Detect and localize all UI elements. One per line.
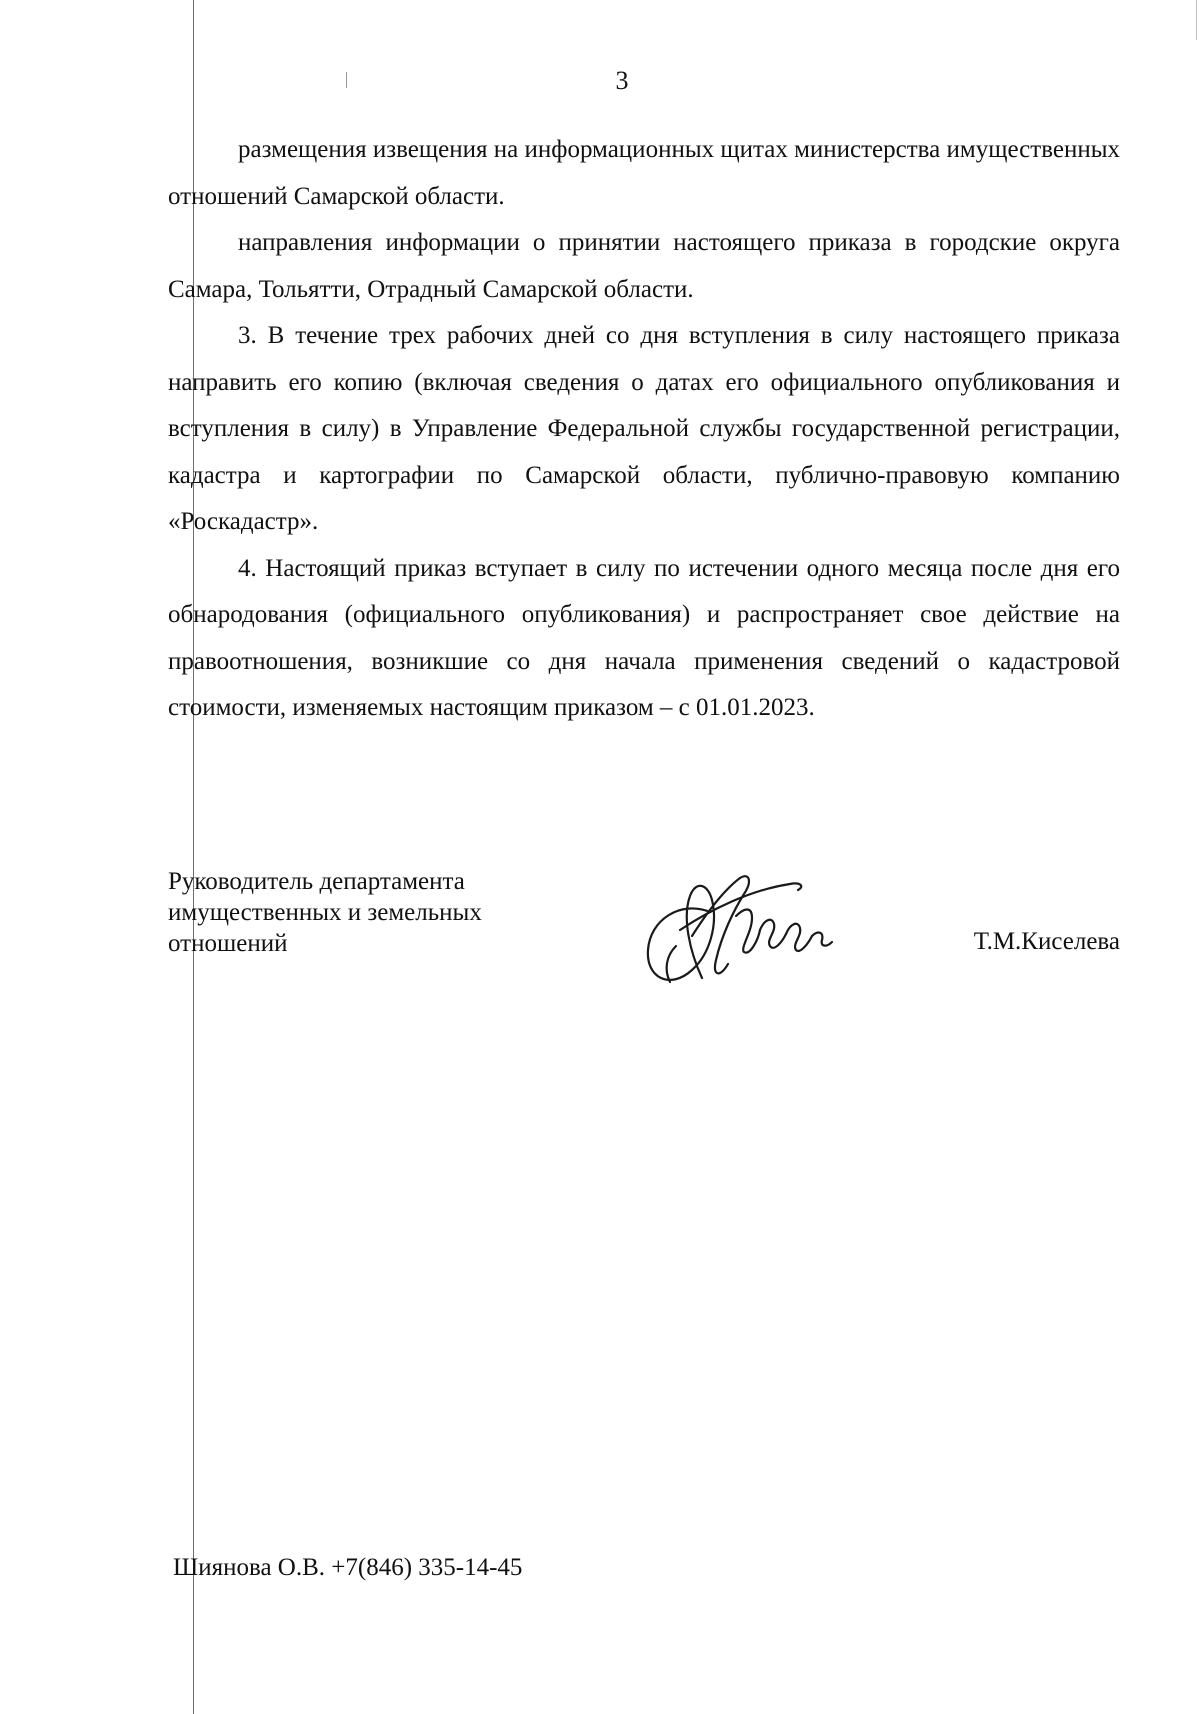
body-text	[168, 127, 1120, 732]
signatory-title-line: отношений	[168, 930, 288, 957]
signatory-title	[168, 866, 482, 959]
signatory-title-line: Руководитель департамента	[168, 868, 465, 895]
paragraph: направления информации о принятии настоящего приказа в городские округа Самара, Тольятти, Отрадный Самарской области.	[168, 229, 1120, 303]
signatory-title-line: имущественных и земельных	[168, 899, 482, 926]
paragraph: размещения извещения на информационных щитах министерства имущественных отношений Самарской области.	[168, 136, 1120, 210]
paragraph: 4. Настоящий приказ вступает в силу по истечении одного месяца после дня его обнародования (официального опубликования) и распространяет свое действие на правоотношения, возникшие со дня начала применения сведений о кадастровой стоимости, изменяемых настоящим приказом – с 01.01.2023.	[168, 554, 1120, 721]
scan-artifact-line	[1196, 0, 1197, 40]
paragraph: 3. В течение трех рабочих дней со дня вступления в силу настоящего приказа направить его копию (включая сведения о датах его официального опубликования и вступления в силу) в Управление Федеральной службы государственной регистрации, кадастра и картографии по Самарской области, публично-правовую компанию «Роскадастр».	[168, 322, 1120, 535]
handwritten-signature-icon	[640, 860, 870, 1000]
contact-info: Шиянова О.В. +7(846) 335-14-45	[173, 1554, 523, 1581]
page-number: 3	[615, 66, 629, 95]
signatory-name: Т.М.Киселева	[973, 928, 1120, 955]
